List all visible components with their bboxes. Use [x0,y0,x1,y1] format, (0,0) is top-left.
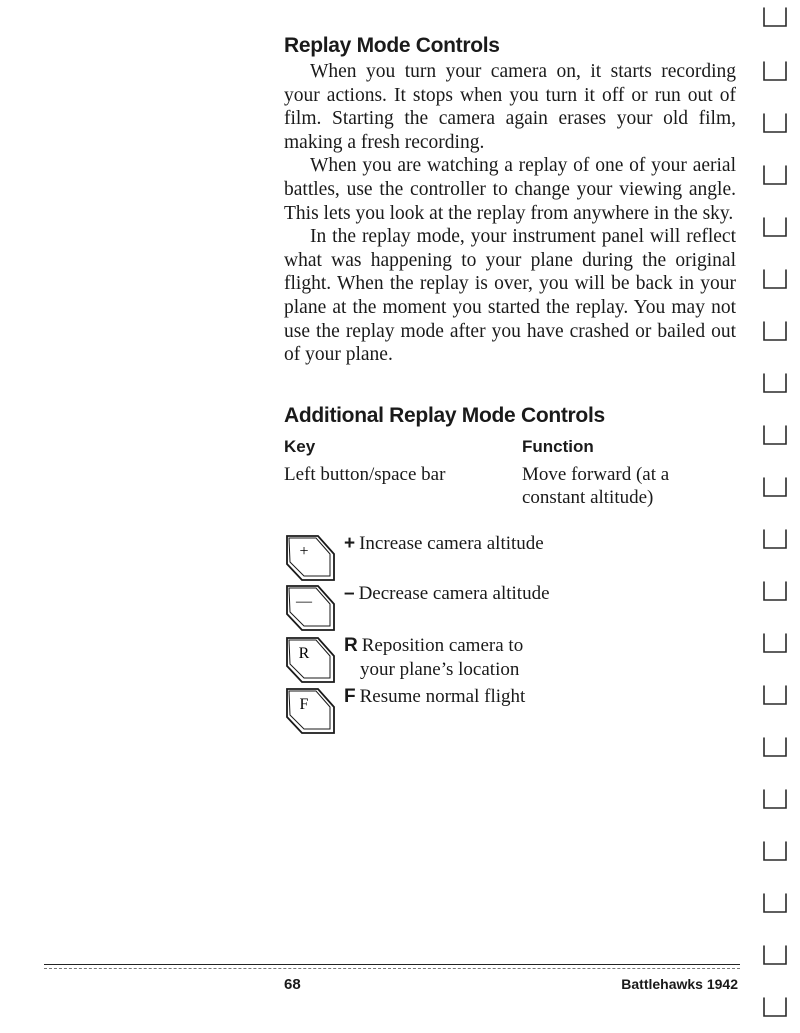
footer-rule [44,964,740,965]
plus-key-glyph: + [299,543,309,560]
paragraph-camera: When you turn your camera on, it starts recording your actions. It stops when you turn it off or run out of film. Starting the camera again erases your old film, making a fresh recording. [284,61,736,153]
column-header-function: Function [522,437,594,456]
replay-mode-body [284,60,736,367]
minus-key-icon [284,582,340,634]
key-text-minus: Decrease camera altitude [358,583,550,604]
section-heading-replay-mode-controls: Replay Mode Controls [284,34,500,57]
page-number: 68 [284,976,301,993]
key-row-f [284,685,754,737]
function-line-1: Move forward (at a [522,464,670,485]
function-line-2: constant altitude) [522,487,654,508]
plus-key-icon [284,532,340,584]
key-symbol-f: F [344,686,356,707]
paragraph-viewing-angle: When you are watching a replay of one of your aerial battles, use the controller to change your viewing angle. This lets you look at the replay from anywhere in the sky. [284,155,736,224]
f-key-glyph: F [299,696,309,713]
key-text-plus: Increase camera altitude [359,533,544,554]
key-row-minus [284,582,754,634]
f-key-icon [284,685,340,737]
r-key-icon [284,634,340,686]
key-text-r: Reposition camera to [361,635,524,656]
table-cell-function [522,463,669,509]
key-row-plus [284,532,754,584]
section-heading-additional-controls: Additional Replay Mode Controls [284,404,605,427]
key-symbol-r: R [344,635,358,656]
key-desc-plus [344,532,544,556]
key-text-f: Resume normal flight [359,686,526,707]
key-desc-minus [344,582,550,606]
book-title: Battlehawks 1942 [621,976,738,992]
key-desc-f [344,685,525,709]
key-symbol-plus: + [344,533,356,554]
r-key-glyph: R [298,645,310,662]
key-row-r [284,634,754,686]
table-cell-key: Left button/space bar [284,464,446,485]
key-desc-r [344,634,523,682]
key-text-r-line-2: your plane’s location [360,659,520,680]
paragraph-instrument-panel: In the replay mode, your instrument panel will reflect what was happening to your plane during the original flight. When the replay is over, you will be back in your plane at the moment you started the replay. You may not use the replay mode after you have crashed or bailed out of your plane. [284,226,736,366]
spiral-binding-holes [760,0,794,1033]
minus-key-glyph: — [296,593,312,610]
footer-rule-secondary [44,968,740,969]
column-header-key: Key [284,437,316,456]
key-symbol-minus: – [344,583,355,604]
